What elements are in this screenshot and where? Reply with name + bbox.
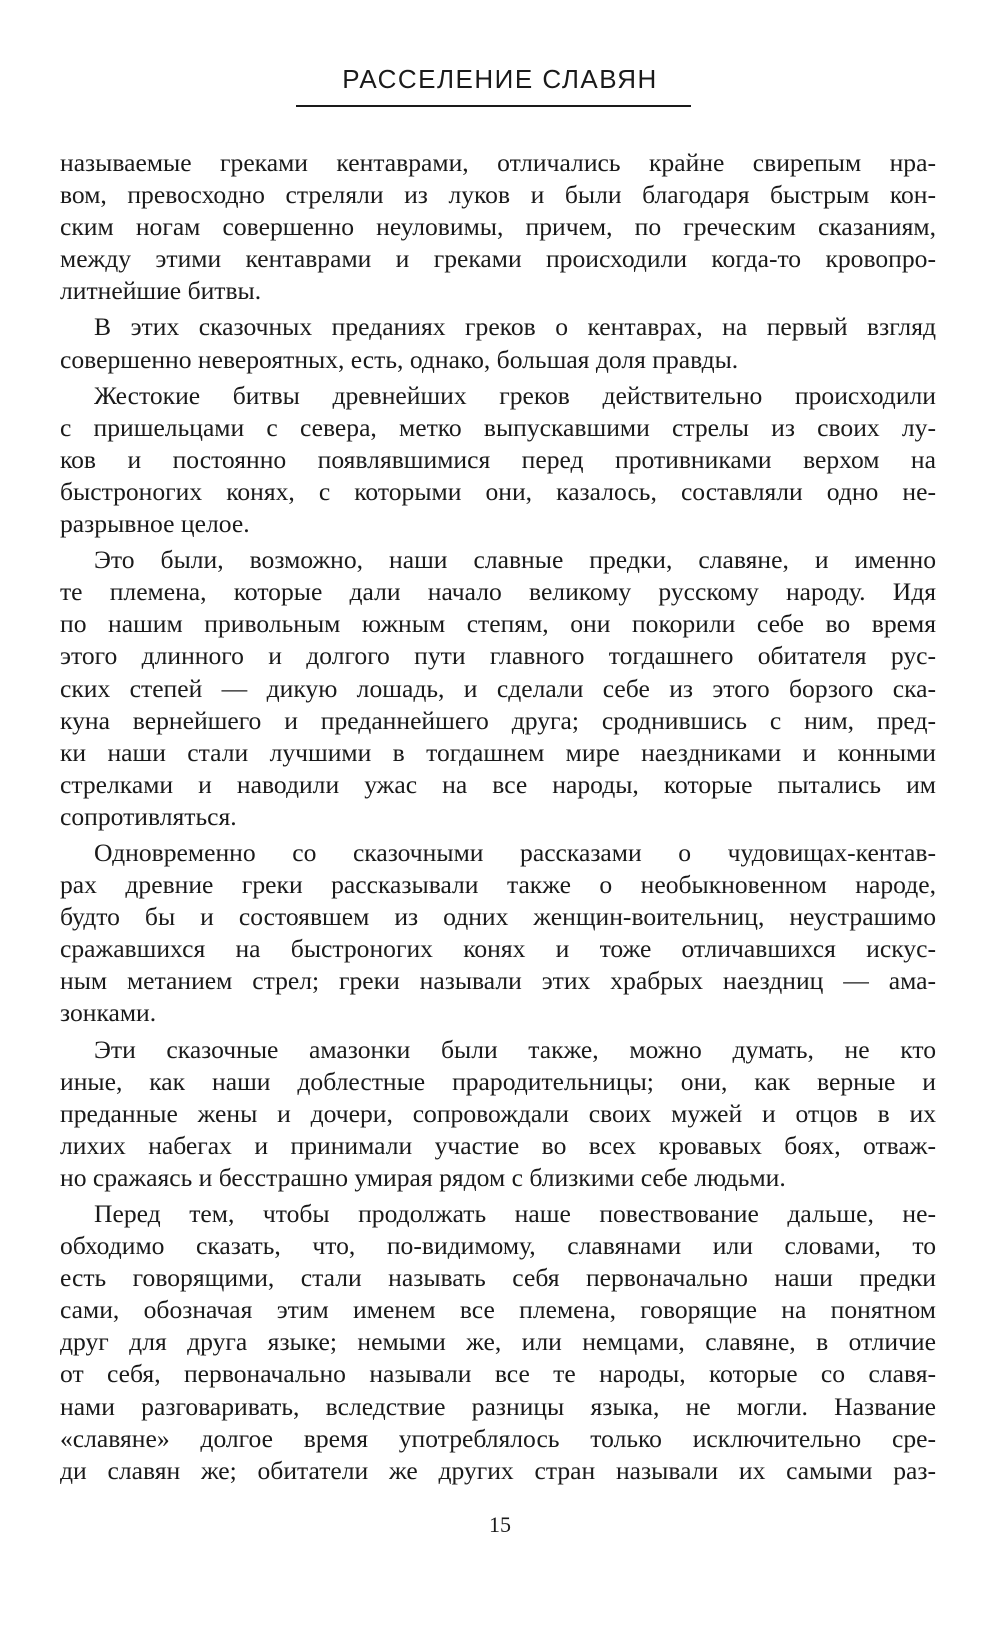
running-head-rule — [296, 105, 691, 107]
paragraph — [60, 311, 936, 375]
text-line: но сражаясь и бесстрашно умирая рядом с близкими себе людьми. — [60, 1162, 786, 1192]
running-head-title: РАССЕЛЕНИЕ СЛАВЯН — [342, 64, 658, 94]
text-line: В этих сказочных преданиях греков о кентаврах, на первый взгляд — [94, 312, 936, 342]
text-line: Перед тем, чтобы продолжать наше повествование дальше, не- — [94, 1199, 936, 1228]
paragraph — [60, 544, 936, 833]
text-line: вом, превосходно стреляли из луков и были благодаря быстрым кон- — [60, 180, 936, 210]
text-line: друг для друга языке; немыми же, или немцами, славяне, в отличие — [60, 1327, 936, 1357]
text-line: Это были, возможно, наши славные предки, славяне, и именно — [94, 545, 936, 575]
text-line: от себя, первоначально называли все те народы, которые со славя- — [60, 1359, 936, 1389]
text-line: ки наши стали лучшими в тогдашнем мире наездниками и конными — [60, 737, 936, 767]
text-line: иные, как наши доблестные прародительницы; они, как верные и — [60, 1066, 936, 1096]
text-line: нами разговаривать, вследствие разницы языка, не могли. Название — [60, 1391, 936, 1421]
paragraph — [60, 147, 936, 307]
text-line: разрывное целое. — [60, 509, 250, 539]
paragraph — [60, 837, 936, 1030]
text-line: ков и постоянно появлявшимися перед противниками верхом на — [60, 444, 936, 474]
body-text — [60, 147, 936, 1491]
text-line: есть говорящими, стали называть себя первоначально наши предки — [60, 1263, 936, 1293]
text-line: те племена, которые дали начало великому русскому народу. Идя — [60, 577, 936, 607]
text-line: лихих набегах и принимали участие во всех кровавых боях, отваж- — [60, 1130, 936, 1160]
text-line: по нашим привольным южным степям, они покорили себе во время — [60, 609, 936, 639]
running-head — [0, 64, 1000, 95]
paragraph — [60, 1198, 936, 1487]
text-line: сами, обозначая этим именем все племена, говорящие на понятном — [60, 1295, 936, 1325]
text-line: зонками. — [60, 998, 157, 1028]
text-line: называемые греками кентаврами, отличались крайне свирепым нра- — [60, 148, 936, 177]
text-line: между этими кентаврами и греками происходили когда-то кровопро- — [60, 244, 936, 274]
text-line: быстроногих конях, с которыми они, казалось, составляли одно не- — [60, 476, 936, 506]
text-line: ным метанием стрел; греки называли этих храбрых наездниц — ама- — [60, 966, 936, 996]
text-line: Одновременно со сказочными рассказами о чудовищах-кентав- — [94, 837, 936, 867]
text-line: Жестокие битвы древнейших греков действительно происходили — [94, 380, 936, 410]
page-number: 15 — [489, 1512, 511, 1537]
paragraph — [60, 380, 936, 540]
text-line: ским ногам совершенно неуловимы, причем, по греческим сказаниям, — [60, 212, 936, 242]
text-line: «славяне» долгое время употреблялось только исключительно сре- — [60, 1423, 936, 1453]
text-line: рах древние греки рассказывали также о необыкновенном народе, — [60, 870, 936, 900]
text-line: совершенно невероятных, есть, однако, большая доля правды. — [60, 344, 739, 374]
text-line: обходимо сказать, что, по-видимому, славянами или словами, то — [60, 1231, 936, 1261]
text-line: сражавшихся на быстроногих конях и тоже отличавшихся искус- — [60, 934, 936, 964]
text-line: Эти сказочные амазонки были также, можно думать, не кто — [94, 1034, 936, 1064]
paragraph — [60, 1034, 936, 1194]
text-line: с пришельцами с севера, метко выпускавшими стрелы из своих лу- — [60, 412, 936, 442]
text-line: стрелками и наводили ужас на все народы, которые пытались им — [60, 769, 936, 799]
text-line: ских степей — дикую лошадь, и сделали себе из этого борзого ска- — [60, 673, 936, 703]
text-line: сопротивляться. — [60, 801, 237, 831]
text-line: куна вернейшего и преданнейшего друга; сроднившись с ним, пред- — [60, 705, 936, 735]
text-line: преданные жены и дочери, сопровождали своих мужей и отцов в их — [60, 1098, 936, 1128]
text-line: будто бы и состоявшем из одних женщин-воительниц, неустрашимо — [60, 902, 936, 932]
text-line: этого длинного и долгого пути главного тогдашнего обитателя рус- — [60, 641, 936, 671]
text-line: ди славян же; обитатели же других стран называли их самыми раз- — [60, 1455, 936, 1485]
text-line: литнейшие битвы. — [60, 276, 262, 306]
